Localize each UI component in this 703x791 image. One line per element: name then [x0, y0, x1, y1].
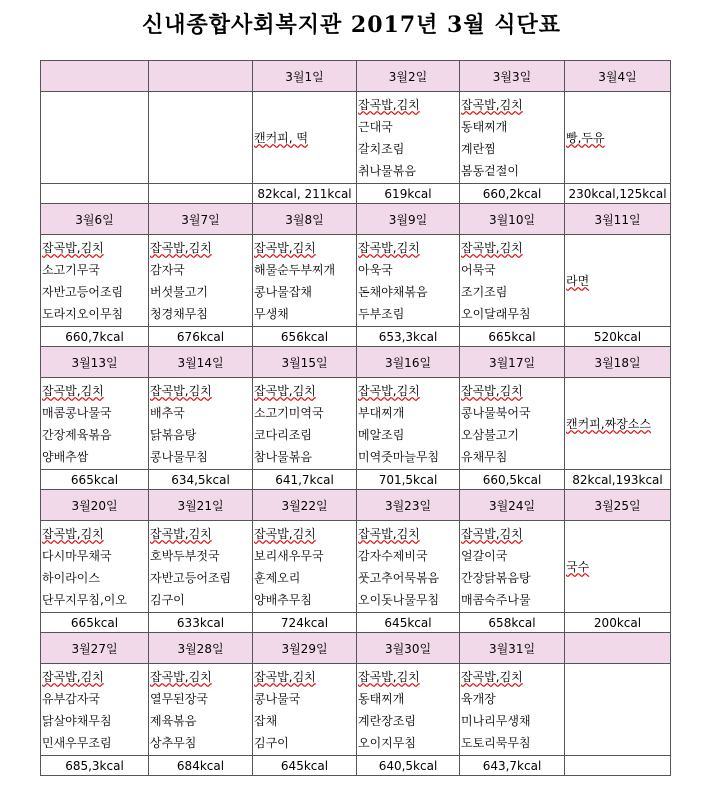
- week-kcal-row: [41, 613, 671, 633]
- menu-cell: [41, 92, 149, 184]
- kcal-cell: [41, 184, 149, 204]
- date-header: 3월3일: [460, 61, 565, 92]
- menu-item: 도라지오이무침: [42, 306, 124, 321]
- date-header: [565, 633, 671, 664]
- menu-cell: [149, 235, 253, 327]
- week-header-row: [41, 490, 671, 521]
- kcal-cell: 653,3kcal: [357, 327, 460, 347]
- date-header: 3월10일: [460, 204, 565, 235]
- menu-item: 김구이: [254, 735, 289, 750]
- date-header: 3월1일: [253, 61, 357, 92]
- menu-cell: [41, 521, 149, 613]
- week-header-row: [41, 633, 671, 664]
- menu-item: 하이라이스: [42, 570, 100, 585]
- week-kcal-row: [41, 756, 671, 776]
- menu-item: 민새우무조림: [42, 735, 112, 750]
- menu-item: 유채무침: [461, 449, 508, 464]
- menu-item: 잡곡밥,김치: [42, 240, 104, 255]
- meal-calendar-table: [40, 60, 671, 776]
- menu-cell: [565, 378, 671, 470]
- menu-item: 돈채야채볶음: [358, 284, 428, 299]
- menu-item: 참나물볶음: [254, 449, 312, 464]
- kcal-cell: 676kcal: [149, 327, 253, 347]
- menu-item: 빵,두유: [566, 130, 605, 145]
- menu-item: 오삼불고기: [461, 427, 519, 442]
- menu-cell: [253, 92, 357, 184]
- menu-item: 봄동겉절이: [461, 163, 519, 178]
- kcal-cell: 645kcal: [253, 756, 357, 776]
- date-header: 3월7일: [149, 204, 253, 235]
- menu-cell: [149, 664, 253, 756]
- kcal-cell: 634,5kcal: [149, 470, 253, 490]
- date-header: 3월16일: [357, 347, 460, 378]
- menu-item: 미나리무생채: [461, 713, 531, 728]
- menu-item: 얼갈이국: [461, 548, 508, 563]
- menu-cell: [253, 378, 357, 470]
- kcal-cell: 643,7kcal: [460, 756, 565, 776]
- menu-cell: [460, 521, 565, 613]
- menu-item: 잡곡밥,김치: [42, 669, 104, 684]
- menu-cell: [357, 378, 460, 470]
- menu-item: 라면: [566, 273, 590, 288]
- menu-item: 근대국: [358, 119, 393, 134]
- kcal-cell: 82kcal,193kcal: [565, 470, 671, 490]
- menu-cell: [253, 235, 357, 327]
- kcal-cell: 520kcal: [565, 327, 671, 347]
- menu-item: 풋고추어묵볶음: [358, 570, 440, 585]
- kcal-cell: 660,2kcal: [460, 184, 565, 204]
- menu-item: 감자수제비국: [358, 548, 428, 563]
- menu-cell: [565, 235, 671, 327]
- menu-item: 양배추쌈: [42, 449, 89, 464]
- week-header-row: [41, 347, 671, 378]
- date-header: 3월11일: [565, 204, 671, 235]
- menu-item: 동태찌개: [461, 119, 508, 134]
- date-header: 3월6일: [41, 204, 149, 235]
- menu-cell: [357, 521, 460, 613]
- kcal-cell: 701,5kcal: [357, 470, 460, 490]
- menu-item: 육개장: [461, 691, 496, 706]
- menu-item: 오이돗나물무침: [358, 592, 440, 607]
- menu-item: 매콤콩나물국: [42, 405, 112, 420]
- date-header: 3월2일: [357, 61, 460, 92]
- menu-item: 조기조림: [461, 284, 508, 299]
- date-header: 3월22일: [253, 490, 357, 521]
- date-header: 3월13일: [41, 347, 149, 378]
- date-header: 3월25일: [565, 490, 671, 521]
- date-header: 3월29일: [253, 633, 357, 664]
- menu-item: 취나물볶음: [358, 163, 416, 178]
- menu-item: 잡곡밥,김치: [254, 383, 316, 398]
- kcal-cell: 645kcal: [357, 613, 460, 633]
- menu-cell: [41, 664, 149, 756]
- menu-item: 청경채무침: [150, 306, 208, 321]
- menu-item: 호박두부젓국: [150, 548, 220, 563]
- menu-item: 자반고등어조림: [150, 570, 232, 585]
- menu-item: 잡곡밥,김치: [150, 240, 212, 255]
- menu-cell: [357, 235, 460, 327]
- kcal-cell: [149, 184, 253, 204]
- menu-item: 훈제오리: [254, 570, 301, 585]
- menu-item: 김구이: [150, 592, 185, 607]
- kcal-cell: 640,5kcal: [357, 756, 460, 776]
- menu-item: 잡곡밥,김치: [42, 526, 104, 541]
- menu-item: 유부감자국: [42, 691, 100, 706]
- kcal-cell: 230kcal,125kcal: [565, 184, 671, 204]
- menu-item: 오이지무침: [358, 735, 416, 750]
- menu-cell: [357, 92, 460, 184]
- menu-item: 버섯불고기: [150, 284, 208, 299]
- menu-item: 오이달래무침: [461, 306, 531, 321]
- date-header: 3월30일: [357, 633, 460, 664]
- menu-cell: [41, 378, 149, 470]
- menu-item: 자반고등어조림: [42, 284, 124, 299]
- week-menu-row: [41, 92, 671, 184]
- kcal-cell: 200kcal: [565, 613, 671, 633]
- menu-item: 잡곡밥,김치: [461, 669, 523, 684]
- date-header: 3월27일: [41, 633, 149, 664]
- menu-item: 아욱국: [358, 262, 393, 277]
- menu-item: 잡곡밥,김치: [358, 240, 420, 255]
- menu-cell: [149, 92, 253, 184]
- week-menu-row: [41, 378, 671, 470]
- week-kcal-row: [41, 327, 671, 347]
- menu-item: 잡곡밥,김치: [254, 526, 316, 541]
- menu-item: 다시마무채국: [42, 548, 112, 563]
- date-header: 3월17일: [460, 347, 565, 378]
- page-title: 신내종합사회복지관 2017년 3월 식단표: [141, 12, 562, 38]
- menu-item: 간장제육볶음: [42, 427, 112, 442]
- menu-item: 잡곡밥,김치: [461, 97, 523, 112]
- menu-item: 콩나물국: [254, 691, 301, 706]
- menu-item: 잡곡밥,김치: [461, 526, 523, 541]
- kcal-cell: 724kcal: [253, 613, 357, 633]
- date-header: 3월24일: [460, 490, 565, 521]
- menu-item: 소고기미역국: [254, 405, 324, 420]
- date-header: [41, 61, 149, 92]
- date-header: 3월28일: [149, 633, 253, 664]
- menu-cell: [41, 235, 149, 327]
- menu-item: 소고기무국: [42, 262, 100, 277]
- menu-item: 메알조림: [358, 427, 405, 442]
- menu-item: 콩나물북어국: [461, 405, 531, 420]
- date-header: 3월9일: [357, 204, 460, 235]
- date-header: 3월23일: [357, 490, 460, 521]
- week-menu-row: [41, 235, 671, 327]
- menu-cell: [149, 521, 253, 613]
- kcal-cell: 660,5kcal: [460, 470, 565, 490]
- week-menu-row: [41, 664, 671, 756]
- kcal-cell: [565, 756, 671, 776]
- menu-cell: [460, 664, 565, 756]
- menu-item: 갈치조림: [358, 141, 405, 156]
- date-header: 3월14일: [149, 347, 253, 378]
- menu-item: 간장닭볶음탕: [461, 570, 531, 585]
- menu-item: 잡곡밥,김치: [461, 240, 523, 255]
- menu-item: 잡곡밥,김치: [150, 526, 212, 541]
- menu-item: 무생채: [254, 306, 289, 321]
- kcal-cell: 641,7kcal: [253, 470, 357, 490]
- kcal-cell: 619kcal: [357, 184, 460, 204]
- date-header: 3월15일: [253, 347, 357, 378]
- menu-cell: [149, 378, 253, 470]
- menu-item: 잡곡밥,김치: [358, 669, 420, 684]
- menu-cell: [460, 235, 565, 327]
- menu-item: 도토리묵무침: [461, 735, 531, 750]
- kcal-cell: 665kcal: [41, 613, 149, 633]
- week-kcal-row: [41, 184, 671, 204]
- menu-item: 코다리조림: [254, 427, 312, 442]
- menu-item: 잡곡밥,김치: [254, 669, 316, 684]
- menu-item: 매콤숙주나물: [461, 592, 531, 607]
- menu-item: 잡곡밥,김치: [358, 97, 420, 112]
- week-kcal-row: [41, 470, 671, 490]
- date-header: 3월18일: [565, 347, 671, 378]
- menu-item: 계란장조림: [358, 713, 416, 728]
- menu-item: 양배추무침: [254, 592, 312, 607]
- menu-cell: [253, 664, 357, 756]
- menu-cell: [357, 664, 460, 756]
- menu-item: 국수: [566, 559, 590, 574]
- menu-item: 닭살야채무침: [42, 713, 112, 728]
- menu-item: 잡곡밥,김치: [358, 526, 420, 541]
- menu-item: 잡곡밥,김치: [461, 383, 523, 398]
- menu-item: 미역줏마늘무침: [358, 449, 440, 464]
- kcal-cell: 82kcal, 211kcal: [253, 184, 357, 204]
- kcal-cell: 633kcal: [149, 613, 253, 633]
- menu-item: 제육볶음: [150, 713, 197, 728]
- menu-item: 보리새우무국: [254, 548, 324, 563]
- menu-item: 계란찜: [461, 141, 496, 156]
- date-header: 3월20일: [41, 490, 149, 521]
- menu-item: 잡곡밥,김치: [150, 669, 212, 684]
- kcal-cell: 665kcal: [41, 470, 149, 490]
- menu-item: 단무지무침,이오: [42, 592, 127, 607]
- menu-item: 열무된장국: [150, 691, 208, 706]
- menu-item: 캔커피,짜장소스: [566, 416, 651, 431]
- menu-item: 잡곡밥,김치: [358, 383, 420, 398]
- menu-item: 닭볶음탕: [150, 427, 197, 442]
- date-header: 3월8일: [253, 204, 357, 235]
- menu-item: 잡곡밥,김치: [42, 383, 104, 398]
- kcal-cell: 665kcal: [460, 327, 565, 347]
- menu-cell: [565, 664, 671, 756]
- menu-item: 콩나물잡채: [254, 284, 312, 299]
- week-menu-row: [41, 521, 671, 613]
- menu-item: 상추무침: [150, 735, 197, 750]
- menu-item: 부대찌개: [358, 405, 405, 420]
- menu-cell: [565, 92, 671, 184]
- menu-item: 잡곡밥,김치: [150, 383, 212, 398]
- kcal-cell: 684kcal: [149, 756, 253, 776]
- kcal-cell: 656kcal: [253, 327, 357, 347]
- menu-cell: [565, 521, 671, 613]
- date-header: 3월4일: [565, 61, 671, 92]
- menu-item: 감자국: [150, 262, 185, 277]
- menu-item: 잡곡밥,김치: [254, 240, 316, 255]
- menu-item: 잡채: [254, 713, 278, 728]
- week-header-row: [41, 204, 671, 235]
- menu-item: 두부조림: [358, 306, 405, 321]
- date-header: [149, 61, 253, 92]
- menu-item: 캔커피, 떡: [254, 130, 308, 145]
- menu-item: 어묵국: [461, 262, 496, 277]
- menu-item: 동태찌개: [358, 691, 405, 706]
- menu-cell: [460, 378, 565, 470]
- menu-cell: [460, 92, 565, 184]
- menu-item: 콩나물무침: [150, 449, 208, 464]
- menu-item: 해물순두부찌개: [254, 262, 336, 277]
- menu-cell: [253, 521, 357, 613]
- date-header: 3월21일: [149, 490, 253, 521]
- kcal-cell: 658kcal: [460, 613, 565, 633]
- week-header-row: [41, 61, 671, 92]
- kcal-cell: 685,3kcal: [41, 756, 149, 776]
- date-header: 3월31일: [460, 633, 565, 664]
- menu-item: 배추국: [150, 405, 185, 420]
- kcal-cell: 660,7kcal: [41, 327, 149, 347]
